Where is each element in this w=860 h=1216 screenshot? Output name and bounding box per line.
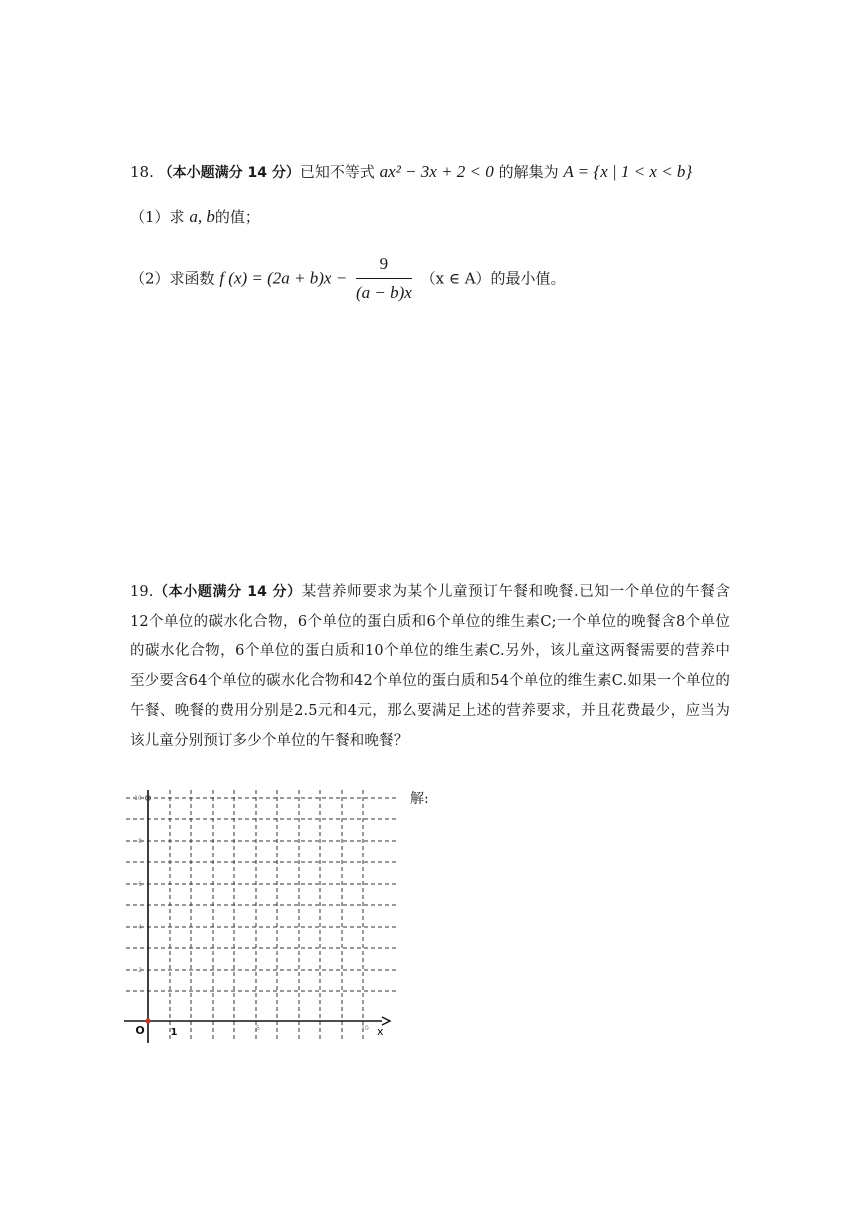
x-tick-label-1: 1 [170,1027,178,1038]
q19-answer-label: 解: [410,791,429,807]
q18-part1-vars: a, b [189,207,215,226]
q18-fraction-numerator: 9 [356,252,412,279]
coordinate-grid [120,785,400,1050]
q18-inequality: ax² − 3x + 2 < 0 [379,162,494,181]
q18-solution-set: A = {x | 1 < x < b} [563,162,693,181]
q19-text: 某营养师要求为某个儿童预订午餐和晚餐.已知一个单位的午餐含12个单位的碳水化合物，6个单位的蛋白质和6个单位的维生素C;一个单位的晚餐含8个单位的碳水化合物，6个单位的蛋白质和10个单位的维生素C.另外，该儿童这两餐需要的营养中至少要含64个单位的碳水化合物和42个单位的蛋白质和54个单位的维生素C.如果一个单位的午餐、晚餐的费用分别是2.5元和4元，那么要满足上述的营养要求，并且花费最少，应当为该儿童分别预订多少个单位的午餐和晚餐？ [130,584,730,749]
q18-part1 [130,207,260,227]
x-tick-label-5: 5 [256,1025,260,1032]
grid-horizontal-lines [126,798,398,991]
x-tick-label-10: 10 [361,1025,369,1032]
q18-domain: （x ∈ A） [420,269,491,288]
q18-part2-end: 的最小值。 [490,269,566,288]
q18-stem [130,162,692,183]
origin-label: O [135,1024,145,1037]
q18-part1-label: （1）求 [130,208,185,226]
y-tick-label-4: 4 [138,924,142,931]
grid-vertical-lines [170,790,363,1040]
q18-function: f (x) = (2a + b)x − [219,268,348,288]
x-axis-arrow-icon [382,1017,390,1025]
q19-number: 19. [130,584,154,600]
q18-number: 18. [130,163,154,181]
y-tick-label-6: 6 [138,881,142,888]
y-tick-label-2: 2 [138,967,142,974]
q18-stem-before: 已知不等式 [299,163,375,181]
x-axis-label: x [377,1025,384,1038]
q18-score-header: （本小题满分 14 分） [158,165,300,181]
origin-dot [145,1018,150,1023]
q19-score-header: （本小题满分 14 分） [153,584,302,600]
q18-part1-end: 的值； [214,208,260,226]
q18-part2-label: （2）求函数 [130,269,215,288]
q18-part2 [130,252,566,305]
q18-stem-middle: 的解集为 [498,163,559,181]
q19-stem [130,578,730,756]
q18-fraction-denominator: (a − b)x [355,283,412,302]
y-tick-label-10: 10 [134,795,142,802]
y-tick-label-8: 8 [138,838,142,845]
q18-fraction [356,252,412,305]
